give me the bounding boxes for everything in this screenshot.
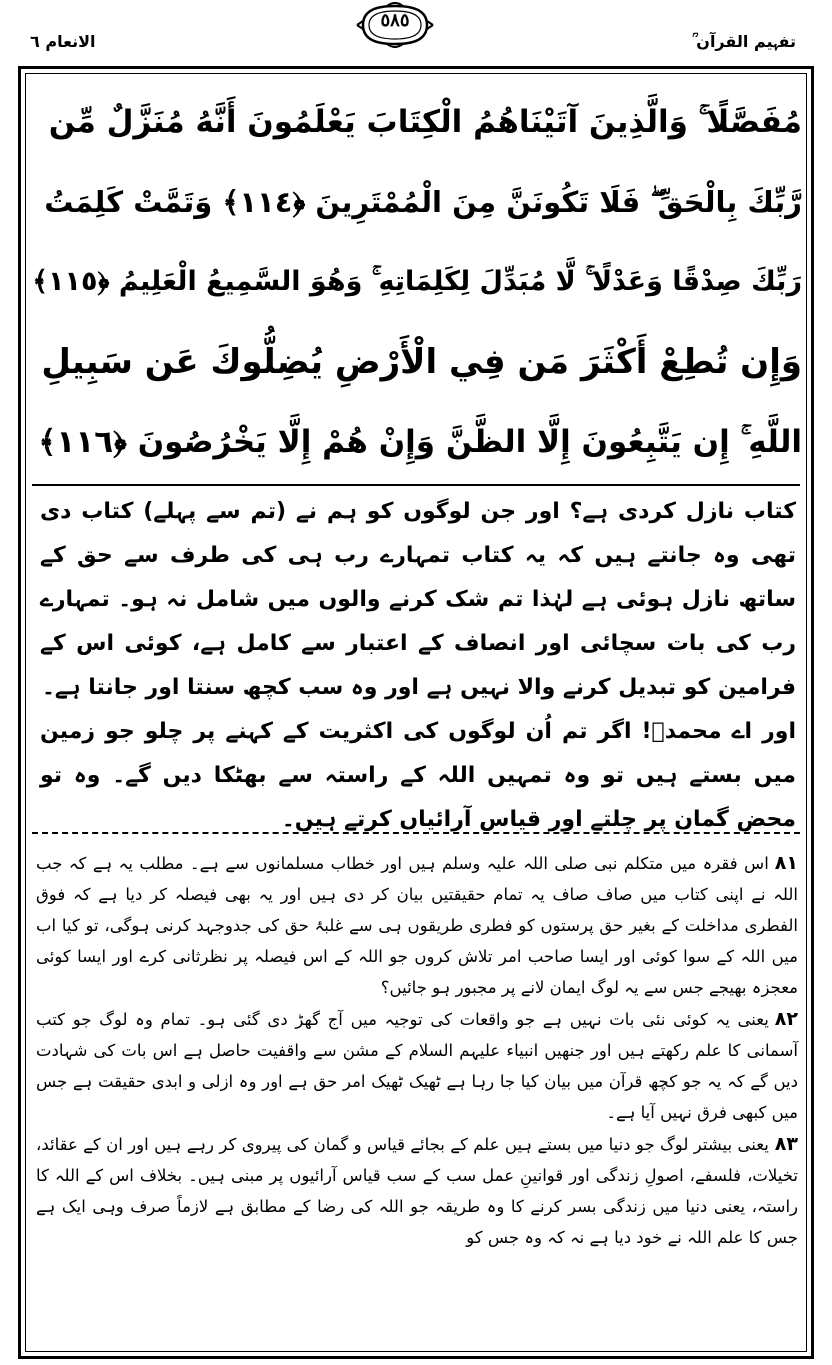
- footnote: [36, 1129, 798, 1253]
- translation: [40, 490, 796, 842]
- footnote: [36, 848, 798, 1003]
- page-number: ٥٨٥: [380, 10, 410, 31]
- ayah-line: وَإِن تُطِعْ أَكْثَرَ مَن فِي الْأَرْضِ يُضِلُّوكَ عَن سَبِيلِ: [41, 342, 802, 382]
- footnote-text: یعنی یہ کوئی نئی بات نہیں ہے جو واقعات کی توجیہ میں آج گھڑ دی گئی ہو۔ تمام وہ لوگ جو کتب آسمانی کا علم رکھتے ہیں اور جنھیں انبیاء علیہم السلام کے مشن سے واقفیت حاصل ہے اس بات کی شہادت دیں گے کہ یہ جو کچھ قرآن میں بیان کیا جا رہا ہے ٹھیک ٹھیک امر حق ہے اور وہ ازلی و ابدی حقیقت ہے جس میں کبھی فرق نہیں آیا ہے۔: [36, 1010, 798, 1122]
- section-divider: [32, 484, 800, 486]
- page-header: [0, 0, 832, 66]
- translation-paragraph: کتاب نازل کردی ہے؟ اور جن لوگوں کو ہم نے (تم سے پہلے) کتاب دی تھی وہ جانتے ہیں کہ یہ کتاب تمہارے رب ہی کی طرف سے حق کے ساتھ نازل ہوئی ہے لہٰذا تم شک کرنے والوں میں شامل نہ ہو۔ تمہارے رب کی بات سچائی اور انصاف کے اعتبار سے کامل ہے، کوئی اس کے فرامین کو تبدیل کرنے والا نہیں ہے اور وہ سب کچھ سنتا اور جانتا ہے۔: [40, 499, 796, 700]
- footnote-number: ٨٣: [774, 1133, 798, 1155]
- page-number-badge: [355, 2, 435, 48]
- footnote: [36, 1004, 798, 1128]
- surah-name: الانعام ٦: [30, 32, 96, 51]
- footnote-number: ٨٢: [774, 1008, 798, 1030]
- ayah-line: رَّبِّكَ بِالْحَقِّ ۖ فَلَا تَكُونَنَّ مِنَ الْمُمْتَرِينَ ﴿١١٤﴾ وَتَمَّتْ كَلِمَتُ: [44, 185, 802, 219]
- footnotes: [36, 848, 798, 1254]
- footnote-text: اس فقرہ میں متکلم نبی صلی اللہ علیہ وسلم ہیں اور خطاب مسلمانوں سے ہے۔ مطلب یہ ہے کہ جب اللہ نے اپنی کتاب میں صاف صاف یہ تمام حقیقتیں بیان کر دی ہیں اور یہ بھی فیصلہ کر دیا ہے کہ فوق الفطری مداخلت کے بغیر حق پرستوں کو فطری طریقوں ہی سے غلبۂ حق کی جدوجہد کرنی ہوگی، تو کیا اب میں اللہ کے سوا کوئی اور ایسا صاحب امر تلاش کروں جو اللہ کے اس فیصلہ پر نظرثانی کرے اور ایسا کوئی معجزہ بھیجے جس سے یہ لوگ ایمان لانے پر مجبور ہو جائیں؟: [36, 854, 798, 997]
- quran-text: [30, 82, 802, 482]
- ayah-line: اللَّهِ ۚ إِن يَتَّبِعُونَ إِلَّا الظَّنَّ وَإِنْ هُمْ إِلَّا يَخْرُصُونَ ﴿١١٦﴾: [38, 424, 802, 460]
- ayah-line: رَبِّكَ صِدْقًا وَعَدْلًا ۚ لَّا مُبَدِّلَ لِكَلِمَاتِهِ ۚ وَهُوَ السَّمِيعُ الْعَلِيمُ ﴿١١٥﴾: [32, 266, 802, 297]
- notes-divider: [32, 832, 800, 834]
- footnote-number: ٨١: [774, 852, 798, 874]
- book-title: تفہیم القرآن ؒ: [692, 32, 796, 51]
- footnote-text: یعنی بیشتر لوگ جو دنیا میں بستے ہیں علم کے بجائے قیاس و گمان کی پیروی کر رہے ہیں اور ان کے عقائد، تخیلات، فلسفے، اصولِ زندگی اور قوانینِ عمل سب کے سب قیاس آرائیوں پر مبنی ہیں۔ بخلاف اس کے اللہ کا راستہ، یعنی دنیا میں زندگی بسر کرنے کا وہ طریقہ جو اللہ کی رضا کے مطابق ہے لازماً صرف وہی ایک ہے جس کا علم اللہ نے خود دیا ہے نہ کہ وہ جس کو: [36, 1135, 798, 1247]
- translation-paragraph: اور اے محمدؐ! اگر تم اُن لوگوں کی اکثریت کے کہنے پر چلو جو زمین میں بستے ہیں تو وہ تمہیں اللہ کے راستہ سے بھٹکا دیں گے۔ وہ تو محض گمان پر چلتے اور قیاس آرائیاں کرتے ہیں۔: [40, 719, 796, 832]
- ayah-line: مُفَصَّلًا ۚ وَالَّذِينَ آتَيْنَاهُمُ الْكِتَابَ يَعْلَمُونَ أَنَّهُ مُنَزَّلٌ مِّن: [48, 104, 802, 140]
